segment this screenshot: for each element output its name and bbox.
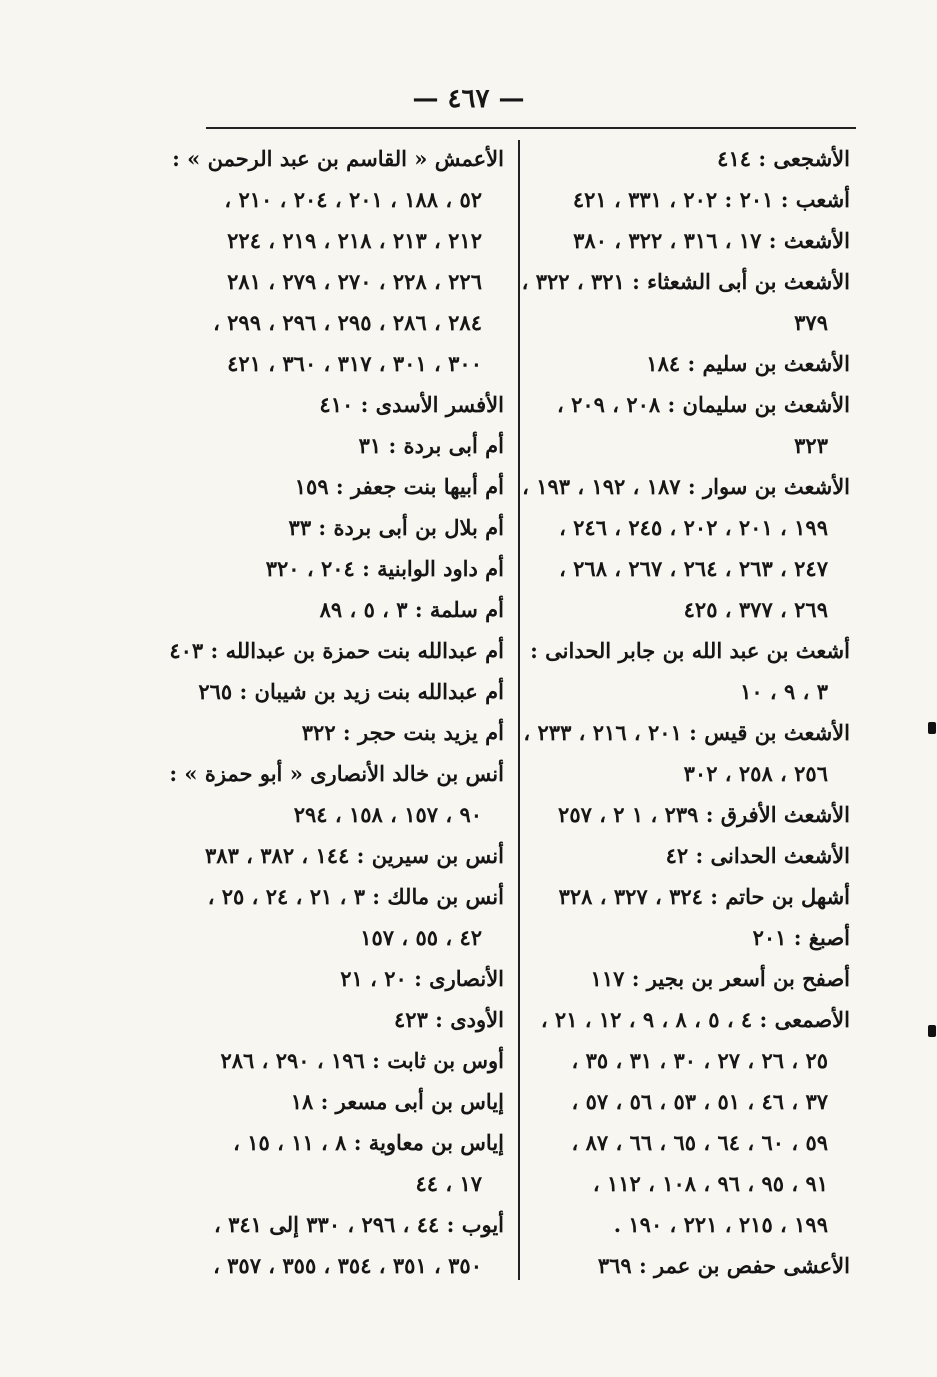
index-entry-continuation: ٢٥٦ ، ٢٥٨ ، ٣٠٢ — [683, 761, 828, 786]
index-entry-continuation: ١٩٩ ، ٢٠١ ، ٢٠٢ ، ٢٤٥ ، ٢٤٦ ، — [559, 515, 828, 540]
index-entry: الأشجعى : ٤١٤ — [717, 146, 850, 171]
index-entry-continuation: ٢٥ ، ٢٦ ، ٢٧ ، ٣٠ ، ٣١ ، ٣٥ ، — [571, 1048, 828, 1073]
index-entry-continuation: ٣ ، ٩ ، ١٠ — [740, 679, 828, 704]
margin-mark — [928, 722, 936, 734]
index-entry: أنس بن مالك : ٣ ، ٢١ ، ٢٤ ، ٢٥ ، — [207, 884, 504, 909]
index-entry: أنس بن سيرين : ١٤٤ ، ٣٨٢ ، ٣٨٣ — [205, 843, 504, 868]
index-entry-continuation: ٢١٢ ، ٢١٣ ، ٢١٨ ، ٢١٩ ، ٢٢٤ — [227, 228, 482, 253]
index-entry: أيوب : ٤٤ ، ٢٩٦ ، ٣٣٠ إلى ٣٤١ ، — [213, 1212, 504, 1237]
index-entry: أم بلال بن أبى بردة : ٣٣ — [288, 515, 504, 540]
header-rule — [206, 127, 856, 129]
index-entry: الأشعث بن سليم : ١٨٤ — [646, 351, 850, 376]
index-entry-continuation: ٩٠ ، ١٥٧ ، ١٥٨ ، ٢٩٤ — [293, 802, 482, 827]
index-entry: الأعمش « القاسم بن عبد الرحمن » : — [172, 146, 504, 171]
index-entry: الأشعث بن سليمان : ٢٠٨ ، ٢٠٩ ، — [556, 392, 850, 417]
index-entry: أصفح بن أسعر بن بجير : ١١٧ — [590, 966, 850, 991]
index-entry: أشعث بن عبد الله بن جابر الحدانى : — [530, 638, 850, 663]
index-entry: أم أبى بردة : ٣١ — [358, 433, 504, 458]
index-entry: الأشعث بن أبى الشعثاء : ٣٢١ ، ٣٢٢ ، — [521, 269, 850, 294]
index-entry-continuation: ٣٥٠ ، ٣٥١ ، ٣٥٤ ، ٣٥٥ ، ٣٥٧ ، — [213, 1253, 482, 1278]
column-divider — [518, 140, 520, 1280]
index-entry: الأعشى حفص بن عمر : ٣٦٩ — [597, 1253, 850, 1278]
index-entry-continuation: ٩١ ، ٩٥ ، ٩٦ ، ١٠٨ ، ١١٢ ، — [592, 1171, 828, 1196]
index-entry: أم أبيها بنت جعفر : ١٥٩ — [294, 474, 504, 499]
index-entry-continuation: ١٧ ، ٤٤ — [415, 1171, 482, 1196]
index-entry: أم يزيد بنت حجر : ٣٢٢ — [301, 720, 504, 745]
index-entry-continuation: ٢٤٧ ، ٢٦٣ ، ٢٦٤ ، ٢٦٧ ، ٢٦٨ ، — [559, 556, 828, 581]
index-entry: أم سلمة : ٣ ، ٥ ، ٨٩ — [319, 597, 504, 622]
index-entry: الأشعث الأفرق : ٢٣٩ ، ١ ٢ ، ٢٥٧ — [558, 802, 850, 827]
index-column-right — [521, 138, 850, 1286]
index-entry: أم عبدالله بنت حمزة بن عبدالله : ٤٠٣ — [169, 638, 504, 663]
index-entry-continuation: ٣٢٣ — [794, 433, 828, 458]
index-entry-continuation: ١٩٩ ، ٢١٥ ، ٢٢١ ، ١٩٠ . — [613, 1212, 828, 1237]
index-entry: أشهل بن حاتم : ٣٢٤ ، ٣٢٧ ، ٣٢٨ — [558, 884, 850, 909]
index-entry: الأشعث الحدانى : ٤٢ — [665, 843, 850, 868]
index-entry: الأنصارى : ٢٠ ، ٢١ — [340, 966, 504, 991]
index-entry: أنس بن خالد الأنصارى « أبو حمزة » : — [169, 761, 504, 786]
index-entry-continuation: ٤٢ ، ٥٥ ، ١٥٧ — [360, 925, 482, 950]
index-entry: أم داود الوابنية : ٢٠٤ ، ٣٢٠ — [265, 556, 504, 581]
index-entry: الأصمعى : ٤ ، ٥ ، ٨ ، ٩ ، ١٢ ، ٢١ ، — [540, 1007, 850, 1032]
index-entry-continuation: ٣٧٩ — [794, 310, 828, 335]
index-entry: إياس بن معاوية : ٨ ، ١١ ، ١٥ ، — [233, 1130, 504, 1155]
index-entry: إياس بن أبى مسعر : ١٨ — [290, 1089, 504, 1114]
index-entry-continuation: ٥٢ ، ١٨٨ ، ٢٠١ ، ٢٠٤ ، ٢١٠ ، — [224, 187, 482, 212]
index-entry: الأشعث بن قيس : ٢٠١ ، ٢١٦ ، ٢٣٣ ، — [523, 720, 850, 745]
index-entry-continuation: ٢٨٤ ، ٢٨٦ ، ٢٩٥ ، ٢٩٦ ، ٢٩٩ ، — [213, 310, 482, 335]
index-entry: أشعب : ٢٠١ : ٢٠٢ ، ٣٣١ ، ٤٢١ — [572, 187, 850, 212]
index-entry: أم عبدالله بنت زيد بن شيبان : ٢٦٥ — [198, 679, 504, 704]
index-entry-continuation: ٥٩ ، ٦٠ ، ٦٤ ، ٦٥ ، ٦٦ ، ٨٧ ، — [571, 1130, 828, 1155]
index-entry-continuation: ٣٠٠ ، ٣٠١ ، ٣١٧ ، ٣٦٠ ، ٤٢١ — [227, 351, 482, 376]
index-column-left — [169, 138, 504, 1286]
index-entry-continuation: ٢٢٦ ، ٢٢٨ ، ٢٧٠ ، ٢٧٩ ، ٢٨١ — [227, 269, 482, 294]
index-entry: الأشعث : ١٧ ، ٣١٦ ، ٣٢٢ ، ٣٨٠ — [573, 228, 850, 253]
index-entry: الأودى : ٤٢٣ — [394, 1007, 504, 1032]
page-number: — ٤٦٧ — — [412, 84, 525, 114]
index-entry: الأشعث بن سوار : ١٨٧ ، ١٩٢ ، ١٩٣ ، — [522, 474, 850, 499]
index-entry-continuation: ٣٧ ، ٤٦ ، ٥١ ، ٥٣ ، ٥٦ ، ٥٧ ، — [571, 1089, 828, 1114]
margin-mark — [928, 1025, 936, 1037]
index-entry: أوس بن ثابت : ١٩٦ ، ٢٩٠ ، ٢٨٦ — [220, 1048, 504, 1073]
index-entry: أصبغ : ٢٠١ — [752, 925, 850, 950]
index-entry: الأفسر الأسدى : ٤١٠ — [319, 392, 504, 417]
index-entry-continuation: ٢٦٩ ، ٣٧٧ ، ٤٢٥ — [683, 597, 828, 622]
